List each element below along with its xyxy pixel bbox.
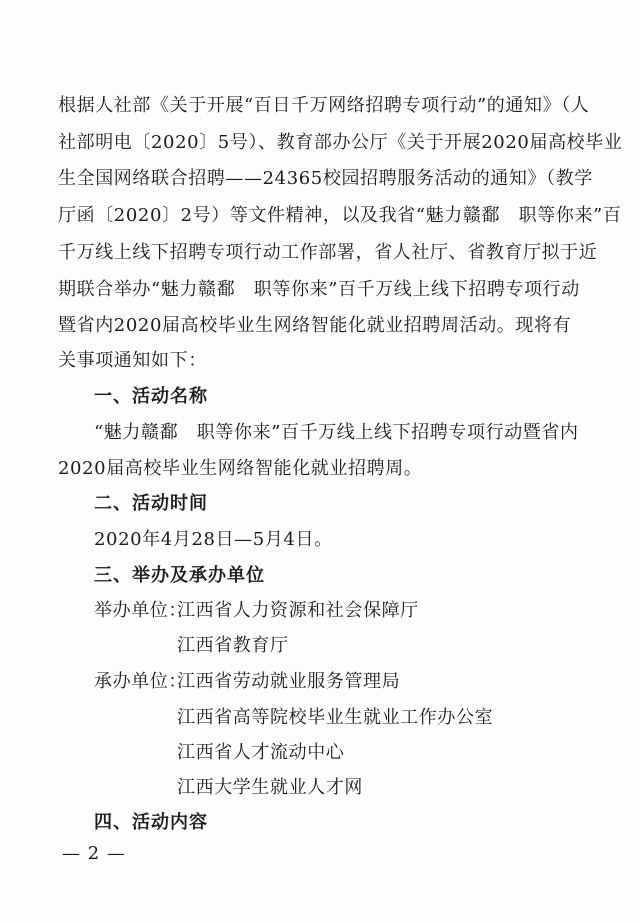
page-number: — 2 —	[62, 843, 126, 864]
organizer-unit-2: 江西省高等院校毕业生就业工作办公室	[177, 707, 494, 728]
host-unit-1: 江西省人力资源和社会保障厅	[177, 600, 419, 621]
host-unit-2: 江西省教育厅	[177, 635, 289, 656]
section2-heading: 二、活动时间	[94, 493, 208, 514]
organizer-label: 承办单位：	[94, 671, 187, 692]
host-label: 举办单位：	[94, 600, 187, 621]
organizer-unit-1: 江西省劳动就业服务管理局	[177, 671, 401, 692]
intro-line-1: 根据人社部《关于开展“百日千万网络招聘专项行动”的通知》（人	[58, 95, 590, 116]
section2-line: 2020年4月28日—5月4日。	[94, 529, 333, 550]
intro-line-7: 暨省内2020届高校毕业生网络智能化就业招聘周活动。现将有	[58, 315, 572, 336]
organizer-unit-4: 江西大学生就业人才网	[177, 777, 363, 798]
intro-line-8: 关事项通知如下：	[58, 350, 207, 371]
section1-heading: 一、活动名称	[94, 386, 208, 407]
intro-line-5: 千万线上线下招聘专项行动工作部署，省人社厅、省教育厅拟于近	[58, 242, 598, 263]
section1-line-2: 2020届高校毕业生网络智能化就业招聘周。	[58, 458, 423, 479]
intro-line-4: 厅函〔2020〕2号）等文件精神，以及我省“魅力赣鄱 职等你来”百	[58, 205, 622, 226]
intro-line-6: 期联合举办“魅力赣鄱 职等你来”百千万线上线下招聘专项行动	[58, 279, 580, 300]
intro-line-2: 社部明电〔2020〕5号）、教育部办公厅《关于开展2020届高校毕业	[58, 132, 623, 153]
section3-heading: 三、举办及承办单位	[94, 565, 265, 586]
section1-line-1: “魅力赣鄱 职等你来”百千万线上线下招聘专项行动暨省内	[94, 422, 579, 443]
section4-heading: 四、活动内容	[94, 812, 208, 833]
intro-line-3: 生全国网络联合招聘——24365校园招聘服务活动的通知》（教学	[58, 168, 593, 189]
organizer-unit-3: 江西省人才流动中心	[177, 742, 345, 763]
